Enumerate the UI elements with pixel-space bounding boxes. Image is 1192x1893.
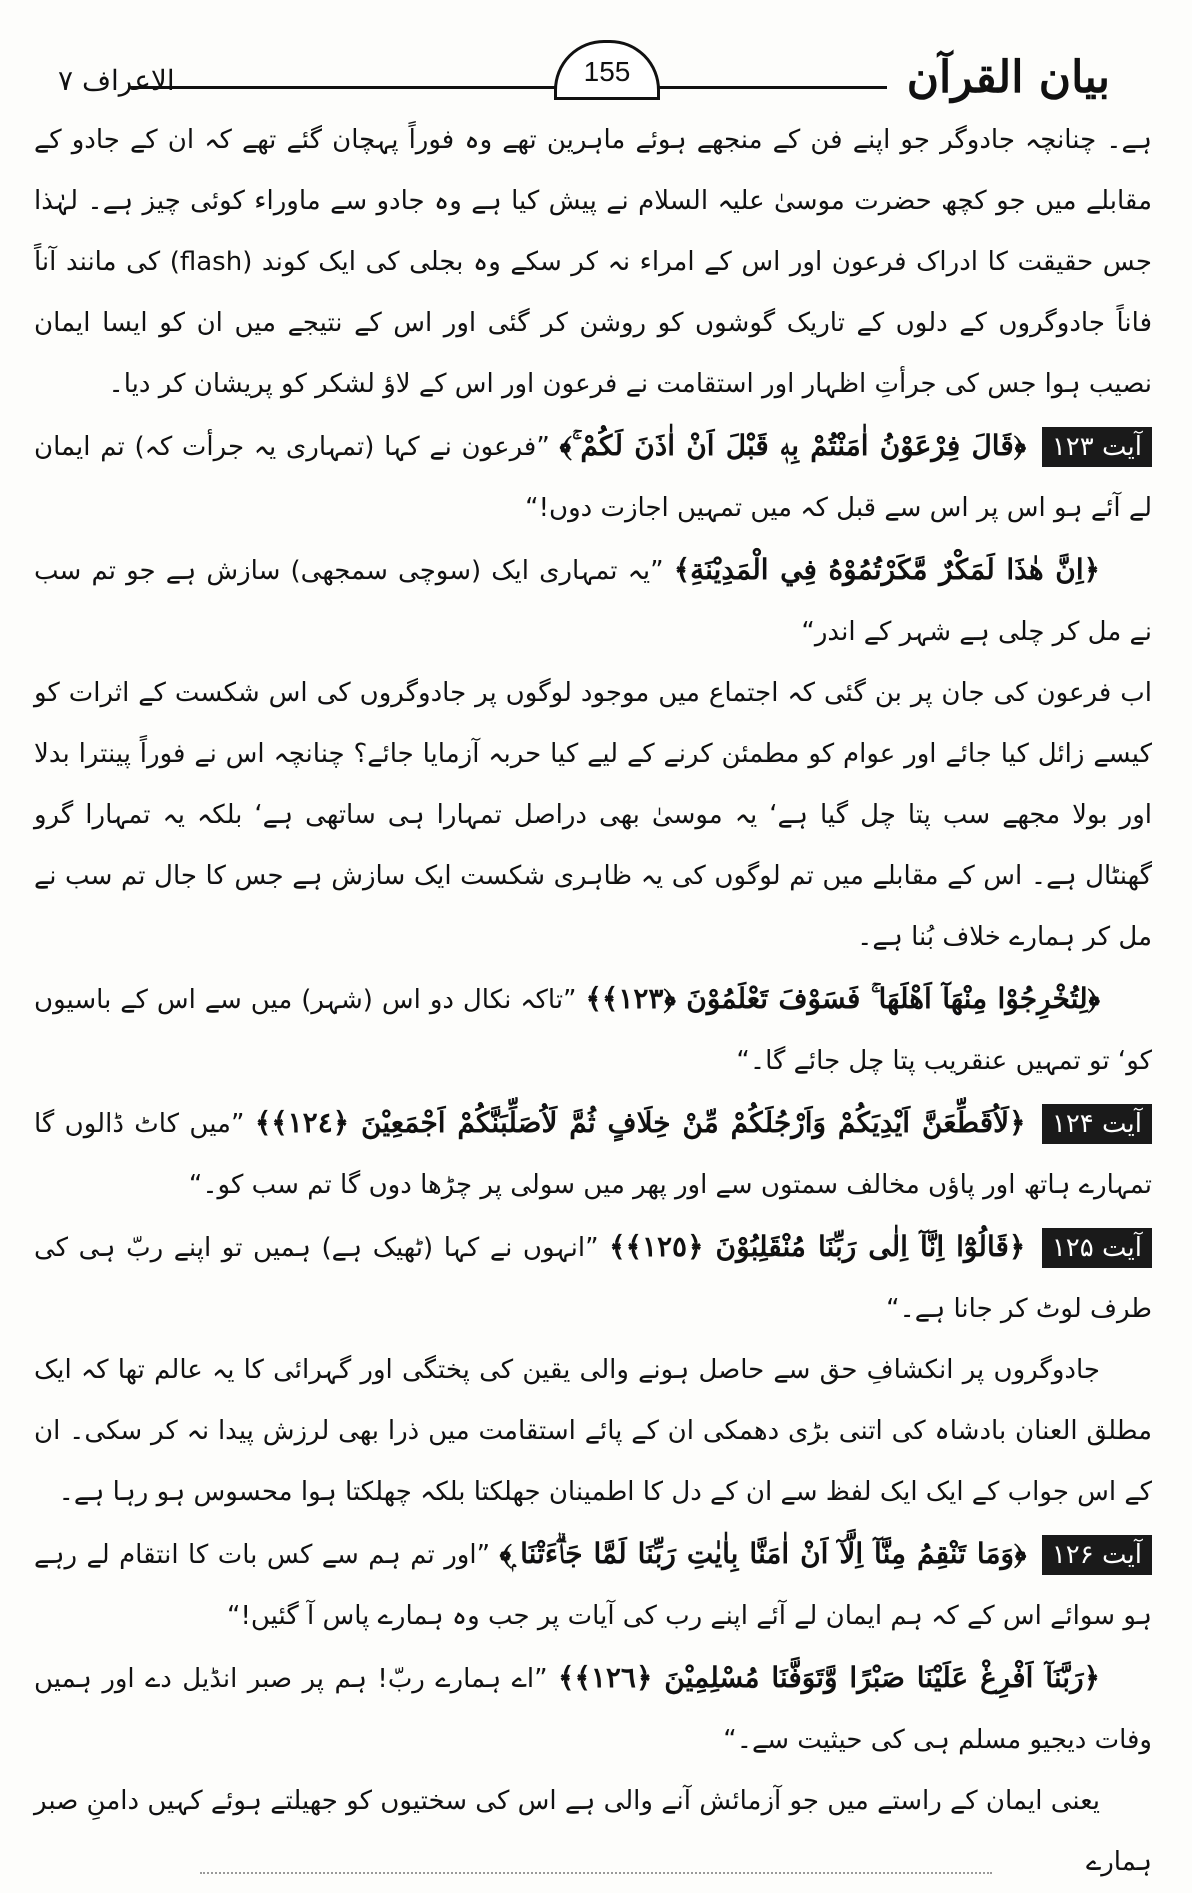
ayah-arabic: ﴿قَالَ فِرْعَوْنُ اٰمَنْتُمْ بِهٖ قَبْلَ اَنْ اٰذَنَ لَكُمْ ۚ﴾ [559, 429, 1027, 462]
book-title: بیان القرآن [906, 52, 1110, 103]
surah-name: الاعراف ۷ [58, 64, 175, 97]
page-header [34, 0, 1152, 110]
paragraph-4: یعنی ایمان کے راستے میں جو آزمائش آنے والی ہے اس کی سختیوں کو جھیلتے ہوئے کہیں دامنِ صبر ہمارے [34, 1786, 1152, 1877]
page-number: 155 [554, 40, 660, 100]
header-rule [129, 86, 887, 89]
ayah-126 [34, 1523, 1152, 1647]
ayah-125 [34, 1216, 1152, 1340]
ayah-translation: ”انہوں نے کہا (ٹھیک ہے) ہمیں تو اپنے ربّ ہی کی طرف لوٹ کر جانا ہے۔“ [34, 1233, 1152, 1324]
footer-rule [200, 1872, 992, 1874]
ayah-arabic: ﴿قَالُوْٓا اِنَّآ اِلٰى رَبِّنَا مُنْقَلِبُوْنَ ﴿١٢٥﴾﴾ [609, 1230, 1026, 1263]
ayah-badge: آیت ۱۲۶ [1042, 1535, 1152, 1575]
quote-translation: ”تاکہ نکال دو اس (شہر) میں سے اس کے باسیوں کو‘ تو تمہیں عنقریب پتا چل جائے گا۔“ [34, 985, 1152, 1076]
quote-arabic: ﴿لِتُخْرِجُوْا مِنْهَآ اَهْلَهَا ۚ فَسَوْفَ تَعْلَمُوْنَ ﴿١٢٣﴾﴾ [585, 982, 1101, 1015]
ayah-translation: ”اور تم ہم سے کس بات کا انتقام لے رہے ہو سوائے اس کے کہ ہم ایمان لے آئے اپنے رب کی آیات پر جب وہ ہمارے پاس آ گئیں!“ [34, 1540, 1152, 1631]
ayah-123 [34, 415, 1152, 539]
paragraph-1: ہے۔ چنانچہ جادوگر جو اپنے فن کے منجھے ہوئے ماہرین تھے وہ فوراً پہچان گئے تھے کہ ان کے جادو کے مقابلے میں جو کچھ حضرت موسیٰ علیہ السلام نے پیش کیا ہے وہ جادو سے ماوراء کوئی چیز ہے۔ لہٰذا جس حقیقت کا ادراک فرعون اور اس کے امراء نہ کر سکے وہ بجلی کی ایک کوند (flash) کی مانند آناً فاناً جادوگروں کے دلوں کے تاریک گوشوں کو روشن کر گئی اور اس کے نتیجے میں ان کو ایسا ایمان نصیب ہوا جس کی جرأتِ اظہار اور استقامت نے فرعون اور اس کے لاؤ لشکر کو پریشان کر دیا۔ [34, 125, 1152, 399]
ayah-translation: ”میں کاٹ ڈالوں گا تمہارے ہاتھ اور پاؤں مخالف سمتوں سے اور پھر میں سولی پر چڑھا دوں گا تم سب کو۔“ [34, 1109, 1152, 1200]
ayah-badge: آیت ۱۲۴ [1042, 1104, 1152, 1144]
quote-translation: ”یہ تمہاری ایک (سوچی سمجھی) سازش ہے جو تم سب نے مل کر چلی ہے شہر کے اندر“ [34, 556, 1152, 647]
page-content [34, 110, 1152, 1893]
ayah-arabic: ﴿لَاُقَطِّعَنَّ اَيْدِيَكُمْ وَاَرْجُلَكُمْ مِّنْ خِلَافٍ ثُمَّ لَاُصَلِّبَنَّكُمْ اَجْمَعِيْنَ ﴿١٢٤﴾﴾ [254, 1106, 1026, 1139]
ayah-arabic: ﴿وَمَا تَنْقِمُ مِنَّآ اِلَّآ اَنْ اٰمَنَّا بِاٰيٰتِ رَبِّنَا لَمَّا جَاۗءَتْنَا ۭ﴾ [499, 1537, 1027, 1570]
quote-arabic: ﴿اِنَّ هٰذَا لَمَكْرٌ مَّكَرْتُمُوْهُ فِي الْمَدِيْنَةِ﴾ [673, 553, 1101, 586]
ayah-124 [34, 1092, 1152, 1216]
paragraph-3: جادوگروں پر انکشافِ حق سے حاصل ہونے والی یقین کی پختگی اور گہرائی کا یہ عالم تھا کہ ایک مطلق العنان بادشاہ کی اتنی بڑی دھمکی ان کے پائے استقامت میں ذرا بھی لرزش پیدا نہ کر سکی۔ ان کے اس جواب کے ایک ایک لفظ سے ان کے دل کا اطمینان جھلکتا بلکہ چھلکتا ہوا محسوس ہو رہا ہے۔ [34, 1355, 1152, 1507]
ayah-badge: آیت ۱۲۳ [1042, 427, 1152, 467]
paragraph-2: اب فرعون کی جان پر بن گئی کہ اجتماع میں موجود لوگوں پر جادوگروں کی اس شکست کے اثرات کو کیسے زائل کیا جائے اور عوام کو مطمئن کرنے کے لیے کیا حربہ آزمایا جائے؟ چنانچہ اس نے فوراً پینترا بدلا اور بولا مجھے سب پتا چل گیا ہے‘ یہ موسیٰ بھی دراصل تمہارا ہی ساتھی ہے‘ بلکہ یہ تمہارا گرو گھنٹال ہے۔ اس کے مقابلے میں تم لوگوں کی یہ ظاہری شکست ایک سازش ہے جس کا جال تم سب نے مل کر ہمارے خلاف بُنا ہے۔ [34, 678, 1152, 952]
ayah-translation: ”فرعون نے کہا (تمہاری یہ جرأت کہ) تم ایمان لے آئے ہو اس پر اس سے قبل کہ میں تمہیں اجازت دوں!“ [34, 432, 1152, 523]
ayah-badge: آیت ۱۲۵ [1042, 1228, 1152, 1268]
quote-translation: ”اے ہمارے ربّ! ہم پر صبر انڈیل دے اور ہمیں وفات دیجیو مسلم ہی کی حیثیت سے۔“ [34, 1664, 1152, 1755]
quote-arabic: ﴿رَبَّنَآ اَفْرِغْ عَلَيْنَا صَبْرًا وَّتَوَفَّنَا مُسْلِمِيْنَ ﴿١٢٦﴾﴾ [558, 1661, 1101, 1694]
quote-1 [34, 539, 1152, 663]
quote-2 [34, 968, 1152, 1092]
quote-3 [34, 1647, 1152, 1771]
